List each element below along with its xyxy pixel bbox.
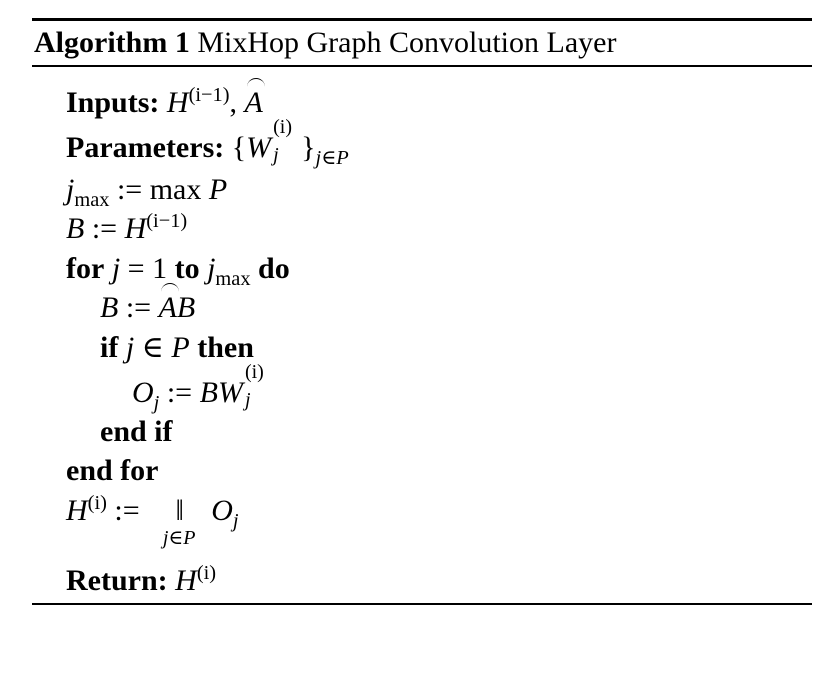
line-inputs (66, 83, 263, 119)
bottom-rule (32, 603, 812, 605)
number-one: 1 (152, 252, 168, 285)
element-of-op: ∈ (141, 331, 164, 364)
W-indices (243, 361, 273, 411)
do-keyword: do (258, 252, 290, 285)
line-jmax (66, 173, 228, 211)
line-for (66, 252, 290, 290)
W-indices (271, 116, 301, 166)
then-keyword: then (197, 331, 254, 364)
max-subscript: max (215, 267, 251, 290)
open-brace: { (231, 131, 247, 164)
hop-index: j (153, 391, 160, 414)
caption-rule (32, 65, 812, 67)
layer-index: (i) (273, 116, 293, 138)
parameters-keyword: Parameters: (66, 131, 225, 164)
var-H: H (175, 564, 197, 597)
var-B: B (100, 291, 119, 324)
var-j: j (207, 252, 216, 285)
line-if (100, 333, 254, 363)
for-keyword: for (66, 252, 105, 285)
return-keyword: Return: (66, 564, 168, 597)
line-init-B (66, 209, 188, 245)
assign-op: := (125, 291, 152, 324)
if-keyword: if (100, 331, 119, 364)
var-P: P (171, 331, 190, 364)
var-j: j (111, 252, 121, 285)
inputs-keyword: Inputs: (66, 86, 160, 119)
var-B: B (66, 212, 85, 245)
assign-op: := (114, 494, 140, 527)
comma: , (229, 86, 238, 119)
line-output (132, 361, 273, 414)
line-end-if (100, 417, 173, 447)
layer-index: (i) (87, 491, 107, 514)
hop-index: j (244, 389, 251, 411)
close-brace: } (301, 131, 316, 164)
var-H: H (66, 494, 88, 527)
max-operator: max (149, 173, 202, 206)
assign-op: := (166, 376, 193, 409)
var-j: j (66, 173, 75, 206)
var-A-hat: A (244, 86, 263, 119)
line-parameters (66, 116, 349, 169)
algorithm-box (32, 18, 812, 67)
algorithm-caption (32, 21, 812, 65)
layer-index: (i) (244, 361, 264, 383)
var-j: j (125, 331, 135, 364)
layer-index: (i) (196, 561, 217, 584)
var-P: P (208, 173, 228, 206)
assign-op: := (116, 173, 143, 206)
hop-index: j (232, 509, 239, 532)
var-H: H (124, 212, 147, 245)
max-subscript: max (74, 188, 110, 211)
concat-operator (147, 494, 211, 549)
equals-op: = (127, 252, 145, 285)
concat-index-set: j∈P (162, 527, 196, 549)
end-if-keyword: end if (100, 415, 173, 448)
set-index: j∈P (315, 146, 349, 169)
line-propagate (100, 293, 195, 323)
line-concat (66, 491, 239, 549)
to-keyword: to (174, 252, 200, 285)
hop-index: j (273, 144, 279, 166)
algorithm-label: Algorithm 1 (34, 26, 190, 59)
line-return (66, 561, 217, 597)
var-O: O (211, 494, 233, 527)
var-W: W (217, 376, 243, 409)
end-for-keyword: end for (66, 454, 159, 487)
prev-layer-index: (i−1) (146, 209, 188, 232)
var-B: B (176, 291, 196, 324)
concat-symbol: ‖ (175, 494, 183, 527)
var-A-hat: A (158, 291, 177, 324)
assign-op: := (91, 212, 118, 245)
var-B: B (199, 376, 218, 409)
var-O: O (132, 376, 154, 409)
line-end-for (66, 456, 159, 486)
var-W: W (246, 131, 272, 164)
prev-layer-index: (i−1) (188, 83, 230, 106)
algorithm-title: MixHop Graph Convolution Layer (197, 26, 617, 59)
var-H: H (166, 86, 189, 119)
